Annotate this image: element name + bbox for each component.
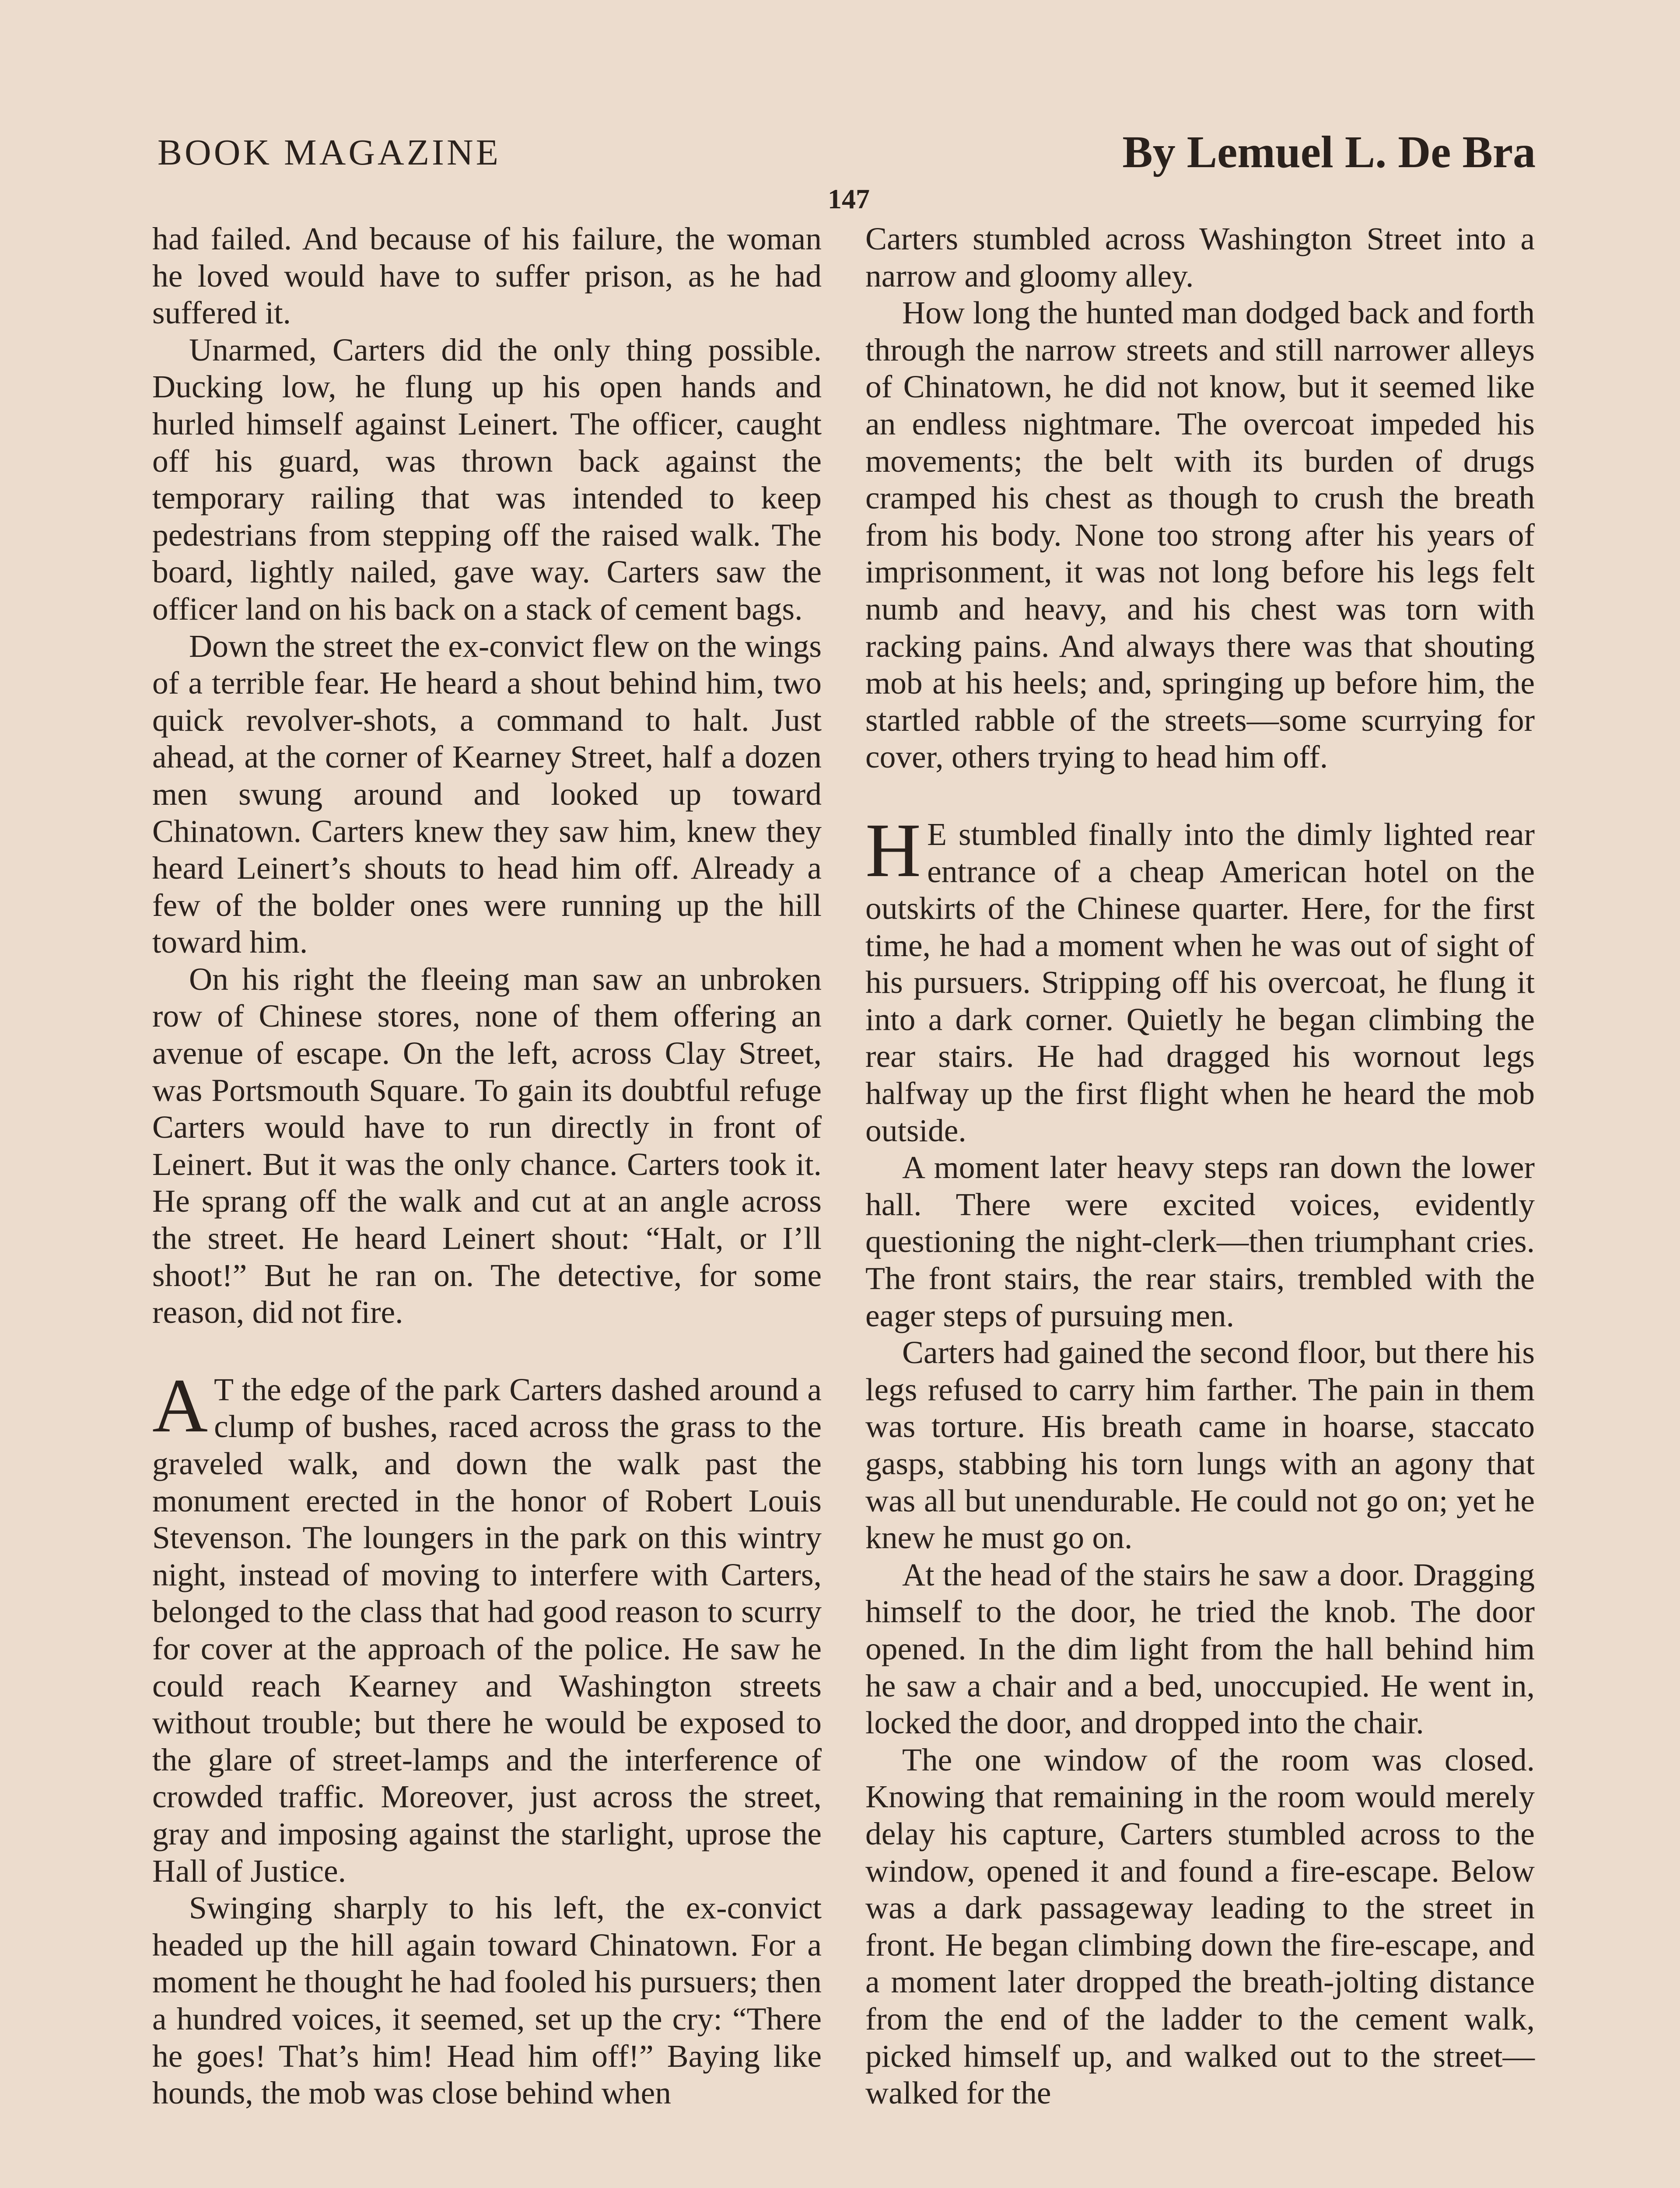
section-paragraph (865, 807, 1535, 1149)
paragraph: A moment later heavy steps ran down the lower hall. There were excited voices, evidently questioning the night-clerk—then triumphant cries. The front stairs, the rear stairs, trembled with the eager steps of pursuing men. (865, 1150, 1535, 1333)
paragraph: Carters stumbled across Washington Street into a narrow and gloomy alley. (865, 221, 1535, 294)
paragraph-text: T the edge of the park Carters dashed around a clump of bushes, raced across the grass to the graveled walk, and down the walk past the monument erected in the honor of Robert Louis Stevenson. The loungers in the park on this wintry night, instead of moving to interfere with Carters, belonged to the class that had good reason to scurry for cover at the approach of the police. He saw he could reach Kearney and Washington streets without trouble; but there he would be exposed to the glare of street-lamps and the interference of crowded traffic. Moreover, just across the street, gray and imposing against the starlight, uprose the Hall of Justice. (152, 1371, 822, 1889)
paragraph: How long the hunted man dodged back and forth through the narrow streets and still narrower alleys of Chinatown, he did not know, but it seemed like an endless nightmare. The overcoat impeded his movements; the belt with its burden of drugs cramped his chest as though to crush the breath from his body. None too strong after his years of imprisonment, it was not long before his legs felt numb and heavy, and his chest was torn with racking pains. And always there was that shouting mob at his heels; and, springing up before him, the startled rabble of the streets—some scurrying for cover, others trying to head him off. (865, 295, 1535, 775)
paragraph: Unarmed, Carters did the only thing possible. Ducking low, he flung up his open hands and hurled himself against Leinert. The officer, caught off his guard, was thrown back against the temporary railing that was intended to keep pedestrians from stepping off the raised walk. The board, lightly nailed, gave way. Carters saw the officer land on his back on a stack of cement bags. (152, 332, 822, 627)
section-paragraph (152, 1363, 822, 1890)
left-column (152, 221, 822, 2188)
paragraph: On his right the fleeing man saw an unbroken row of Chinese stores, none of them offering an avenue of escape. On the left, across Clay Street, was Portsmouth Square. To gain its doubtful refuge Carters would have to run directly in front of Leinert. But it was the only chance. Carters took it. He sprang off the walk and cut at an angle across the street. He heard Leinert shout: “Halt, or I’ll shoot!” But he ran on. The detective, for some reason, did not fire. (152, 961, 822, 1330)
running-head-magazine: BOOK MAGAZINE (158, 132, 501, 173)
page-number: 147 (828, 183, 870, 214)
drop-cap: A (152, 1363, 208, 1448)
paragraph: had failed. And because of his failure, the woman he loved would have to suffer prison, as he had suffered it. (152, 221, 822, 331)
paragraph-text: E stumbled finally into the dimly lighted rear entrance of a cheap American hotel on the outskirts of the Chinese quarter. Here, for the first time, he had a moment when he was out of sight of his pursuers. Stripping off his overcoat, he flung it into a dark corner. Quietly he began climbing the rear stairs. He had dragged his wornout legs halfway up the first flight when he heard the mob outside. (865, 816, 1535, 1148)
paragraph: Swinging sharply to his left, the ex-convict headed up the hill again toward Chinatown. For a moment he thought he had fooled his pursuers; then a hundred voices, it seemed, set up the cry: “There he goes! That’s him! Head him off!” Baying like hounds, the mob was close behind when (152, 1890, 822, 2111)
paragraph: At the head of the stairs he saw a door. Dragging himself to the door, he tried the knob. The door opened. In the dim light from the hall behind him he saw a chair and a bed, unoccupied. He went in, locked the door, and dropped into the chair. (865, 1557, 1535, 1741)
running-head-byline: By Lemuel L. De Bra (1122, 127, 1536, 177)
paragraph: Carters had gained the second floor, but there his legs refused to carry him farther. The pain in them was torture. His breath came in hoarse, staccato gasps, stabbing his torn lungs with an agony that was all but unendurable. He could not go on; yet he knew he must go on. (865, 1335, 1535, 1556)
paragraph: Down the street the ex-convict flew on the wings of a terrible fear. He heard a shout behind him, two quick revolver-shots, a command to halt. Just ahead, at the corner of Kearney Street, half a dozen men swung around and looked up toward Chinatown. Carters knew they saw him, knew they heard Leinert’s shouts to head him off. Already a few of the bolder ones were running up the hill toward him. (152, 628, 822, 960)
right-column (865, 221, 1535, 2188)
paragraph: The one window of the room was closed. Knowing that remaining in the room would merely delay his capture, Carters stumbled across to the window, opened it and found a fire-escape. Below was a dark passageway leading to the street in front. He began climbing down the fire-escape, and a moment later dropped the breath-jolting distance from the end of the ladder to the cement walk, picked himself up, and walked out to the street—walked for the (865, 1742, 1535, 2111)
drop-cap: H (865, 807, 921, 893)
